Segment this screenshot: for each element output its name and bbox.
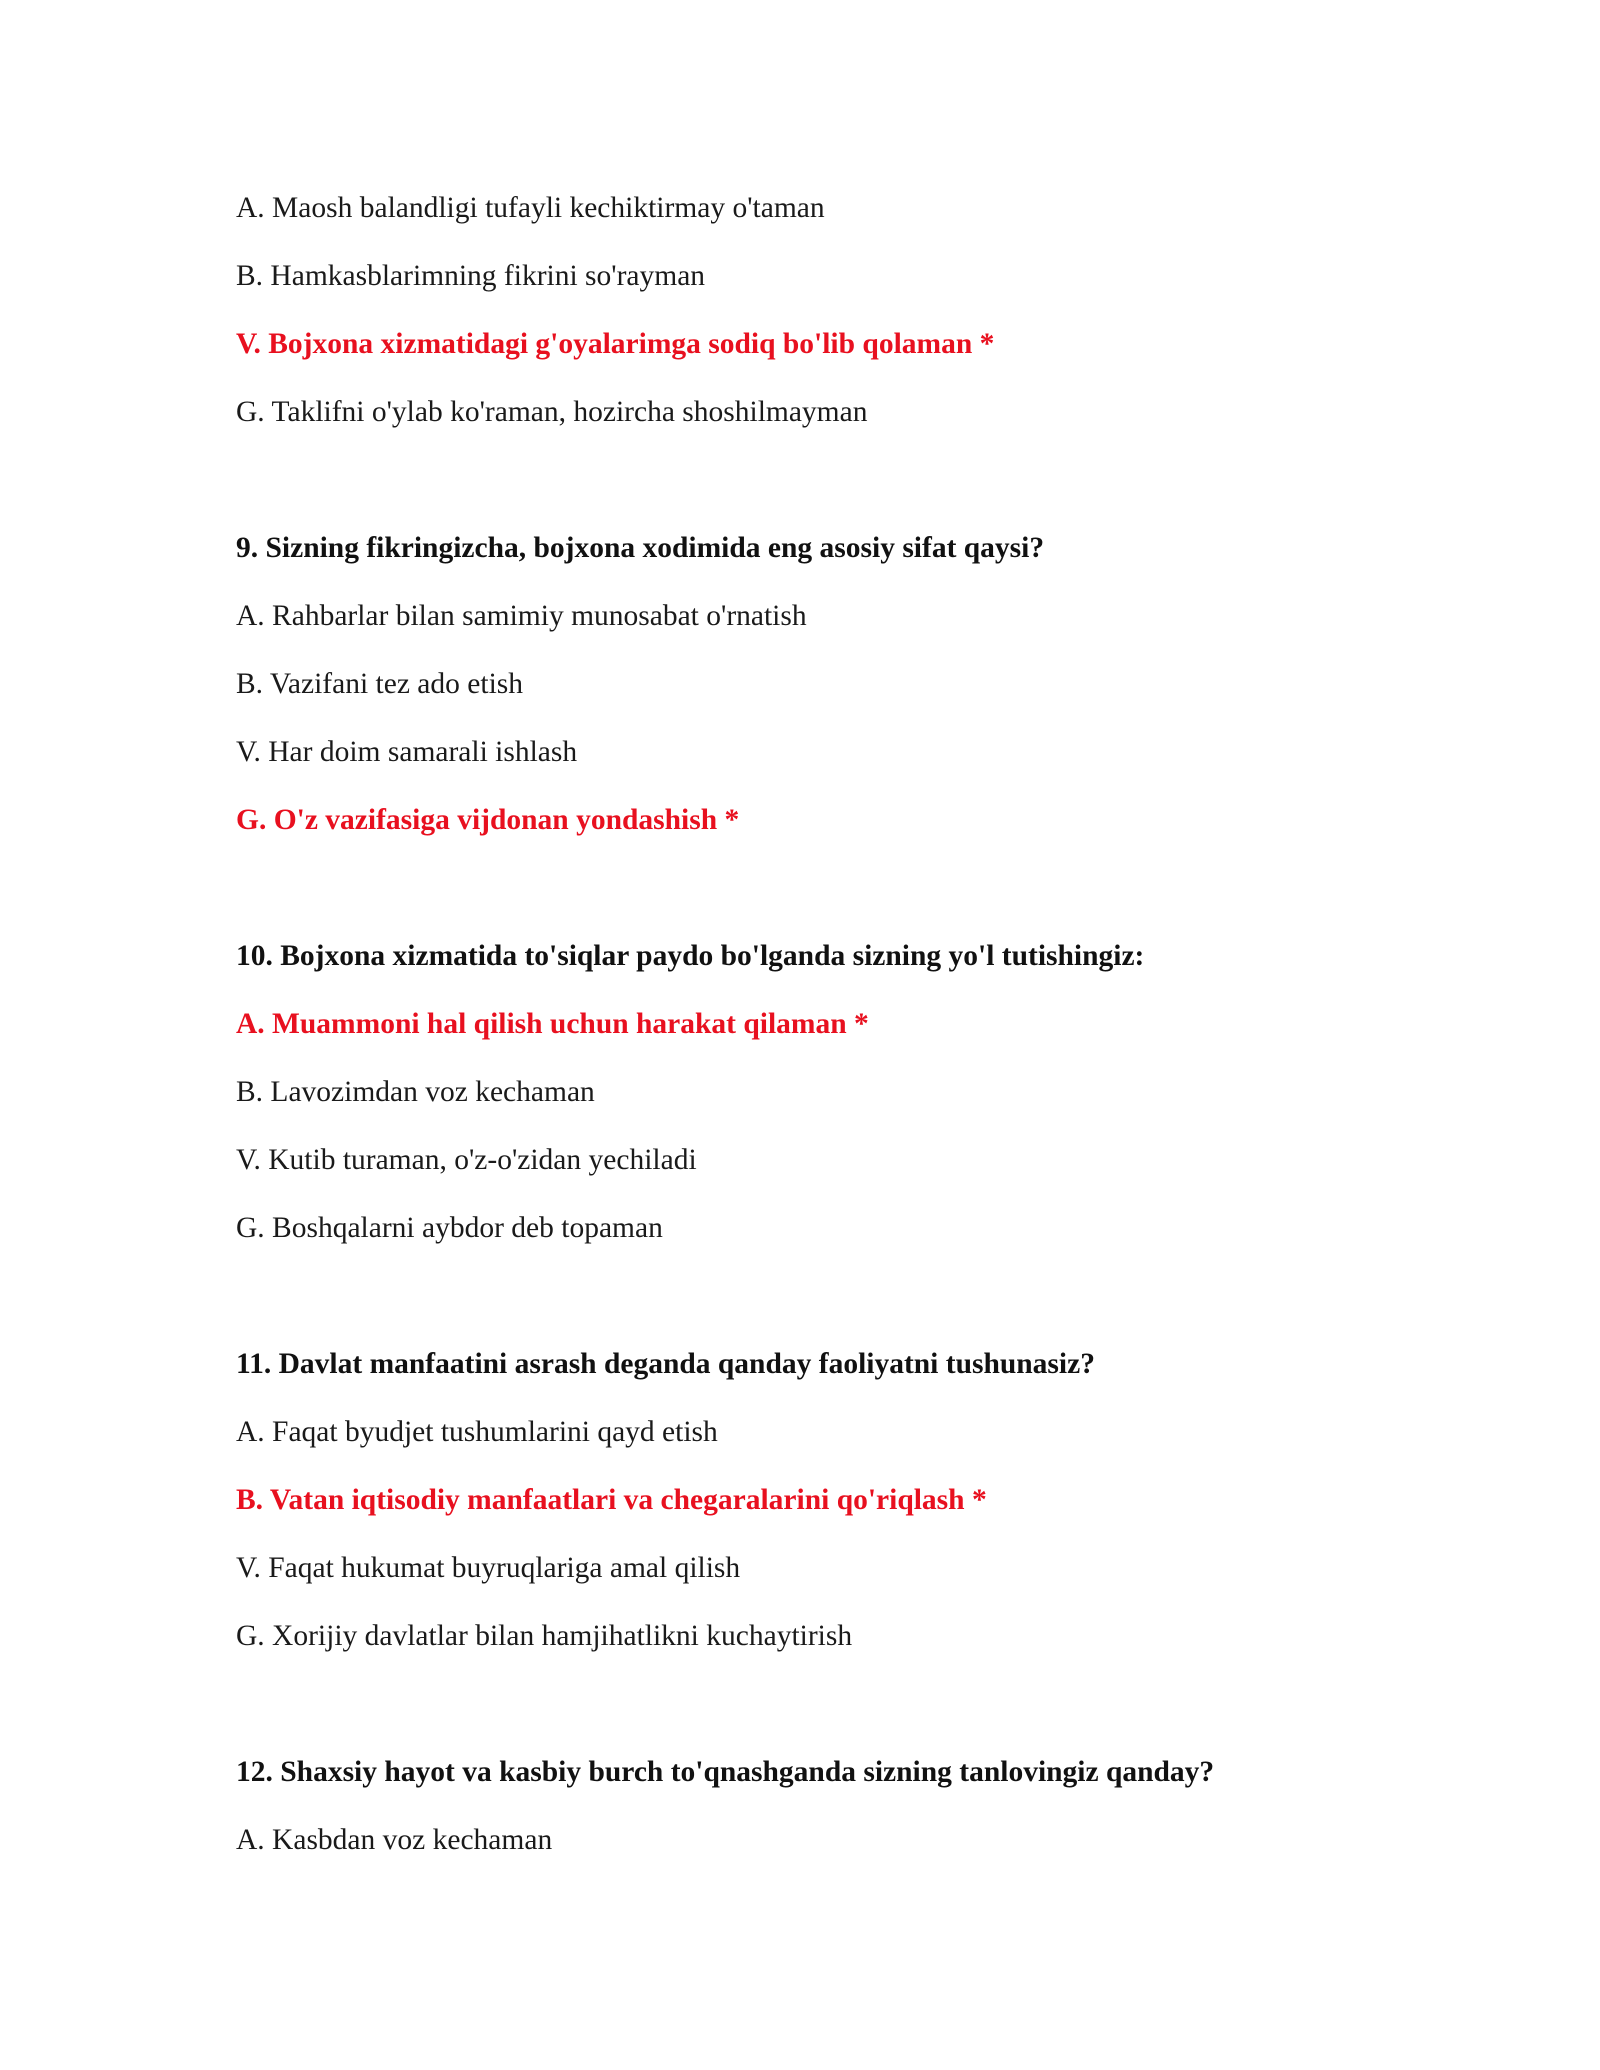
option-8-b: B. Hamkasblarimning fikrini so'rayman <box>236 260 706 292</box>
spacer <box>236 1679 1436 1747</box>
option-9-v: V. Har doim samarali ishlash <box>236 736 578 768</box>
option-8-v-correct: V. Bojxona xizmatidagi g'oyalarimga sodiq bo'lib qolaman * <box>236 328 995 360</box>
option-11-a: A. Faqat byudjet tushumlarini qayd etish <box>236 1416 718 1448</box>
option-11-g: G. Xorijiy davlatlar bilan hamjihatlikni kuchaytirish <box>236 1620 853 1652</box>
option-9-a: A. Rahbarlar bilan samimiy munosabat o'rnatish <box>236 600 807 632</box>
option-8-g: G. Taklifni o'ylab ko'raman, hozircha shoshilmayman <box>236 396 868 428</box>
test-content <box>236 183 1436 1883</box>
question-9: 9. Sizning fikringizcha, bojxona xodimida eng asosiy sifat qaysi? <box>236 532 1045 564</box>
question-11: 11. Davlat manfaatini asrash deganda qanday faoliyatni tushunasiz? <box>236 1348 1095 1380</box>
option-10-b: B. Lavozimdan voz kechaman <box>236 1076 595 1108</box>
option-9-b: B. Vazifani tez ado etish <box>236 668 523 700</box>
question-12: 12. Shaxsiy hayot va kasbiy burch to'qnashganda sizning tanlovingiz qanday? <box>236 1756 1215 1788</box>
option-10-v: V. Kutib turaman, o'z-o'zidan yechiladi <box>236 1144 697 1176</box>
option-10-g: G. Boshqalarni aybdor deb topaman <box>236 1212 663 1244</box>
option-11-b-correct: B. Vatan iqtisodiy manfaatlari va chegaralarini qo'riqlash * <box>236 1484 987 1516</box>
option-10-a-correct: A. Muammoni hal qilish uchun harakat qilaman * <box>236 1008 869 1040</box>
option-12-a: A. Kasbdan voz kechaman <box>236 1824 553 1856</box>
spacer <box>236 863 1436 931</box>
spacer <box>236 455 1436 523</box>
question-10: 10. Bojxona xizmatida to'siqlar paydo bo'lganda sizning yo'l tutishingiz: <box>236 940 1145 972</box>
option-8-a: A. Maosh balandligi tufayli kechiktirmay o'taman <box>236 192 825 224</box>
spacer <box>236 1271 1436 1339</box>
option-9-g-correct: G. O'z vazifasiga vijdonan yondashish * <box>236 804 740 836</box>
option-11-v: V. Faqat hukumat buyruqlariga amal qilish <box>236 1552 741 1584</box>
